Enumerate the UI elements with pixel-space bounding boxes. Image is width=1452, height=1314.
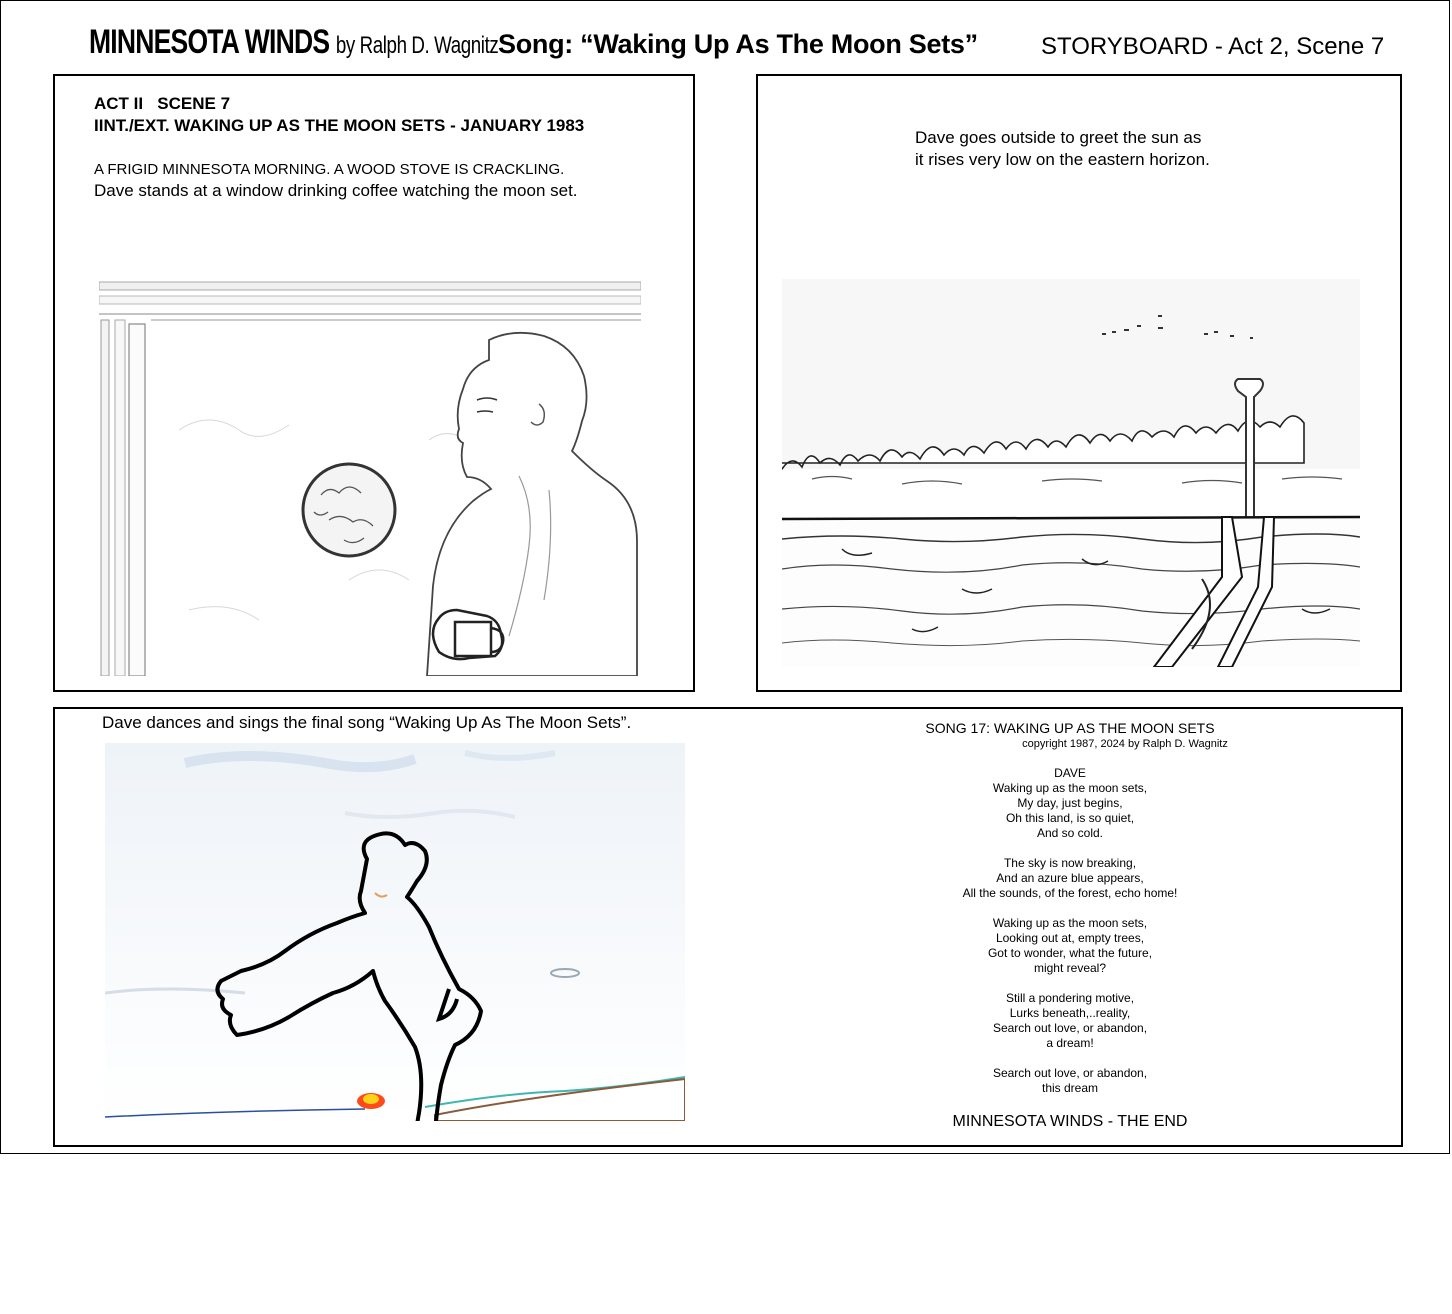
panel-window-scene bbox=[53, 74, 695, 692]
lyric-line: Search out love, or abandon, bbox=[992, 1066, 1148, 1080]
panel-outside-scene bbox=[756, 74, 1402, 692]
song-title: Song: “Waking Up As The Moon Sets” bbox=[498, 29, 978, 59]
lyric-line: All the sounds, of the forest, echo home! bbox=[962, 886, 1178, 900]
the-end-label: MINNESOTA WINDS - THE END bbox=[952, 1113, 1188, 1130]
panel-dance-scene bbox=[53, 707, 1403, 1147]
outside-scene-description bbox=[915, 127, 1210, 171]
lyrics-song-title: SONG 17: WAKING UP AS THE MOON SETS bbox=[925, 720, 1215, 736]
scene-heading-line2: IINT./EXT. WAKING UP AS THE MOON SETS - JANUARY 1983 bbox=[94, 116, 585, 135]
window-sketch-image bbox=[99, 280, 641, 676]
lyric-line: My day, just begins, bbox=[1017, 796, 1123, 810]
scene-heading bbox=[94, 93, 584, 137]
lyric-line: Got to wonder, what the future, bbox=[987, 946, 1153, 960]
header bbox=[1, 19, 1451, 69]
show-title-text: MINNESOTA WINDS bbox=[89, 23, 330, 61]
lyrics-stanza-1 bbox=[835, 781, 1305, 841]
lyric-line: Waking up as the moon sets, bbox=[992, 781, 1148, 795]
lyrics-stanza-2 bbox=[835, 856, 1305, 901]
outside-scene-line1: Dave goes outside to greet the sun as bbox=[915, 128, 1202, 147]
lake-sketch-image bbox=[782, 279, 1360, 667]
lyric-line: Lurks beneath,..reality, bbox=[1009, 1006, 1131, 1020]
lyrics-stanza-3 bbox=[835, 916, 1305, 976]
lyric-line: might reveal? bbox=[1033, 961, 1107, 975]
lyric-line: this dream bbox=[1041, 1081, 1099, 1095]
show-title bbox=[89, 23, 498, 62]
lyrics-stanza-4 bbox=[835, 991, 1305, 1051]
lyric-line: Still a pondering motive, bbox=[1005, 991, 1135, 1005]
dancer-sketch-image bbox=[105, 743, 685, 1121]
lyric-line: The sky is now breaking, bbox=[1003, 856, 1137, 870]
lyric-line: Waking up as the moon sets, bbox=[992, 916, 1148, 930]
scene-description bbox=[94, 159, 578, 201]
lyric-line: And an azure blue appears, bbox=[996, 871, 1144, 885]
lyrics-copyright: copyright 1987, 2024 by Ralph D. Wagnitz bbox=[1022, 738, 1228, 750]
scene-description-line1: A FRIGID MINNESOTA MORNING. A WOOD STOVE IS CRACKLING. bbox=[94, 161, 565, 178]
lyric-line: Search out love, or abandon, bbox=[992, 1021, 1148, 1035]
scene-heading-line1: ACT II SCENE 7 bbox=[94, 94, 231, 113]
lyric-line: Oh this land, is so quiet, bbox=[1005, 811, 1135, 825]
lyric-line: Looking out at, empty trees, bbox=[995, 931, 1145, 945]
lyric-line: a dream! bbox=[1046, 1036, 1094, 1050]
scene-description-line2: Dave stands at a window drinking coffee watching the moon set. bbox=[94, 181, 578, 200]
lyrics-stanza-5 bbox=[835, 1066, 1305, 1096]
lyrics-character: DAVE bbox=[1054, 766, 1086, 780]
lyric-line: And so cold. bbox=[1036, 826, 1104, 840]
dance-scene-caption: Dave dances and sings the final song “Waking Up As The Moon Sets”. bbox=[102, 713, 632, 732]
storyboard-label: STORYBOARD - Act 2, Scene 7 bbox=[1041, 33, 1385, 60]
byline: by Ralph D. Wagnitz bbox=[335, 32, 499, 59]
song-lyrics bbox=[835, 719, 1305, 1132]
outside-scene-line2: it rises very low on the eastern horizon. bbox=[915, 150, 1210, 169]
